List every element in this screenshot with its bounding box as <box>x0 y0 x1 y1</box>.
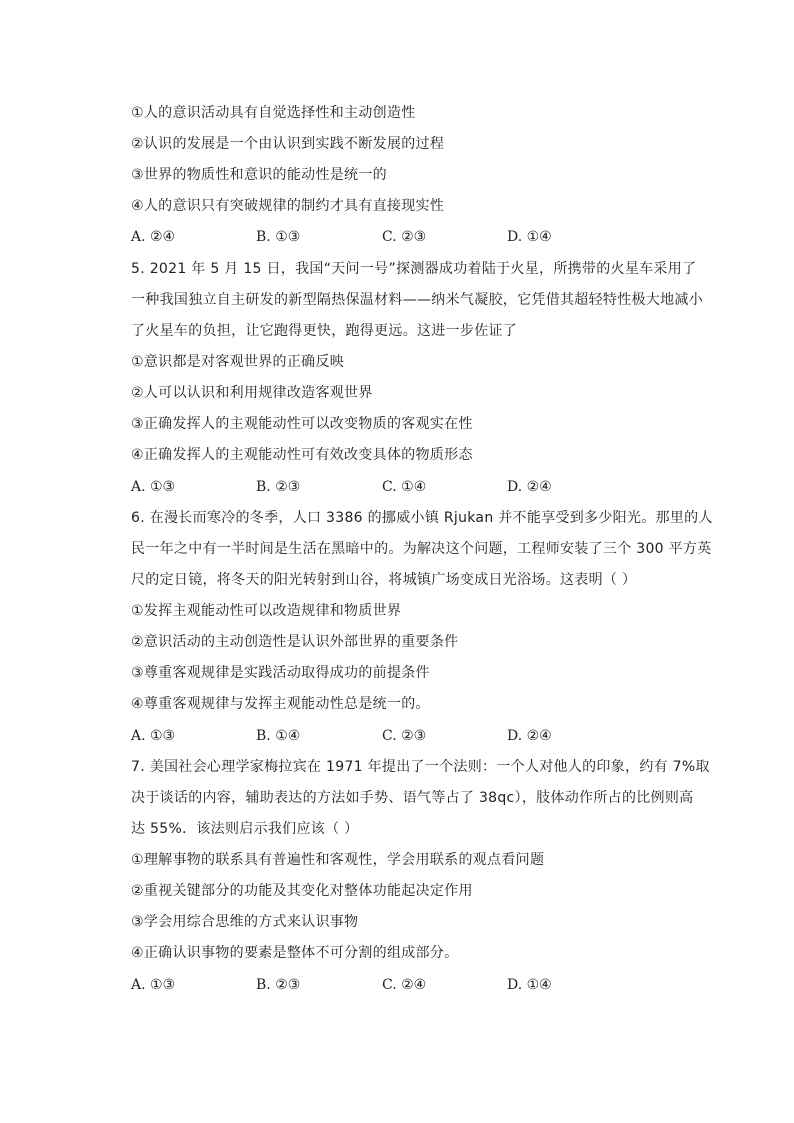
q5-item-2: ②人可以认识和利用规律改造客观世界 <box>131 385 373 401</box>
q7-option-d[interactable]: D. ①④ <box>507 977 552 993</box>
q6-item-1: ①发挥主观能动性可以改造规律和物质世界 <box>131 603 402 619</box>
q6-option-d[interactable]: D. ②④ <box>507 728 552 744</box>
q6-item-3: ③尊重客观规律是实践活动取得成功的前提条件 <box>131 665 430 681</box>
q5-item-1: ①意识都是对客观世界的正确反映 <box>131 354 345 370</box>
q7-item-4: ④正确认识事物的要素是整体不可分割的组成部分。 <box>131 945 459 961</box>
q5-option-b[interactable]: B. ②③ <box>256 479 301 495</box>
q4-option-b[interactable]: B. ①③ <box>256 229 301 245</box>
q5-stem-line-2: 一种我国独立自主研发的新型隔热保温材料——纳米气凝胶，它凭借其超轻特性极大地减小 <box>131 292 703 308</box>
q5-option-d[interactable]: D. ②④ <box>507 479 552 495</box>
q4-item-2: ②认识的发展是一个由认识到实践不断发展的过程 <box>131 136 445 152</box>
q7-option-c[interactable]: C. ②④ <box>382 977 427 993</box>
q7-stem-line-1: 7. 美国社会心理学家梅拉宾在 1971 年提出了一个法则：一个人对他人的印象，约有 7%取 <box>131 759 710 775</box>
q4-option-c[interactable]: C. ②③ <box>382 229 427 245</box>
q4-item-1: ①人的意识活动具有自觉选择性和主动创造性 <box>131 105 416 121</box>
q6-stem-line-3: 尺的定日镜，将冬天的阳光转射到山谷，将城镇广场变成日光浴场。这表明（ ） <box>131 572 637 588</box>
q6-stem-line-2: 民一年之中有一半时间是生活在黑暗中的。为解决这个问题，工程师安装了三个 300 平方英 <box>131 541 712 557</box>
q5-item-4: ④正确发挥人的主观能动性可有效改变具体的物质形态 <box>131 447 473 463</box>
q7-option-a[interactable]: A. ①③ <box>131 977 176 993</box>
q6-item-4: ④尊重客观规律与发挥主观能动性总是统一的。 <box>131 696 430 712</box>
q6-item-2: ②意识活动的主动创造性是认识外部世界的重要条件 <box>131 634 459 650</box>
q7-item-1: ①理解事物的联系具有普遍性和客观性，学会用联系的观点看问题 <box>131 852 545 868</box>
q7-stem-line-3: 达 55%．该法则启示我们应该（ ） <box>131 821 359 837</box>
q7-item-3: ③学会用综合思维的方式来认识事物 <box>131 914 359 930</box>
q4-option-d[interactable]: D. ①④ <box>507 229 552 245</box>
q6-option-b[interactable]: B. ①④ <box>256 728 301 744</box>
q6-stem-line-1: 6. 在漫长而寒冷的冬季，人口 3386 的挪威小镇 Rjukan 并不能享受到多少阳光。那里的人 <box>131 510 713 526</box>
q6-option-a[interactable]: A. ①③ <box>131 728 176 744</box>
q5-stem-line-1: 5. 2021 年 5 月 15 日，我国“天问一号”探测器成功着陆于火星，所携带的火星车采用了 <box>131 261 697 277</box>
q5-option-a[interactable]: A. ①③ <box>131 479 176 495</box>
q7-option-b[interactable]: B. ②③ <box>256 977 301 993</box>
q5-option-c[interactable]: C. ①④ <box>382 479 427 495</box>
q5-item-3: ③正确发挥人的主观能动性可以改变物质的客观实在性 <box>131 416 473 432</box>
q6-option-c[interactable]: C. ②③ <box>382 728 427 744</box>
q4-item-4: ④人的意识只有突破规律的制约才具有直接现实性 <box>131 198 445 214</box>
q7-stem-line-2: 决于谈话的内容，辅助表达的方法如手势、语气等占了 38qc），肢体动作所占的比例则高 <box>131 790 694 806</box>
q7-item-2: ②重视关键部分的功能及其变化对整体功能起决定作用 <box>131 883 473 899</box>
q4-item-3: ③世界的物质性和意识的能动性是统一的 <box>131 167 387 183</box>
q4-option-a[interactable]: A. ②④ <box>131 229 176 245</box>
q5-stem-line-3: 了火星车的负担，让它跑得更快，跑得更远。这进一步佐证了 <box>131 323 518 339</box>
